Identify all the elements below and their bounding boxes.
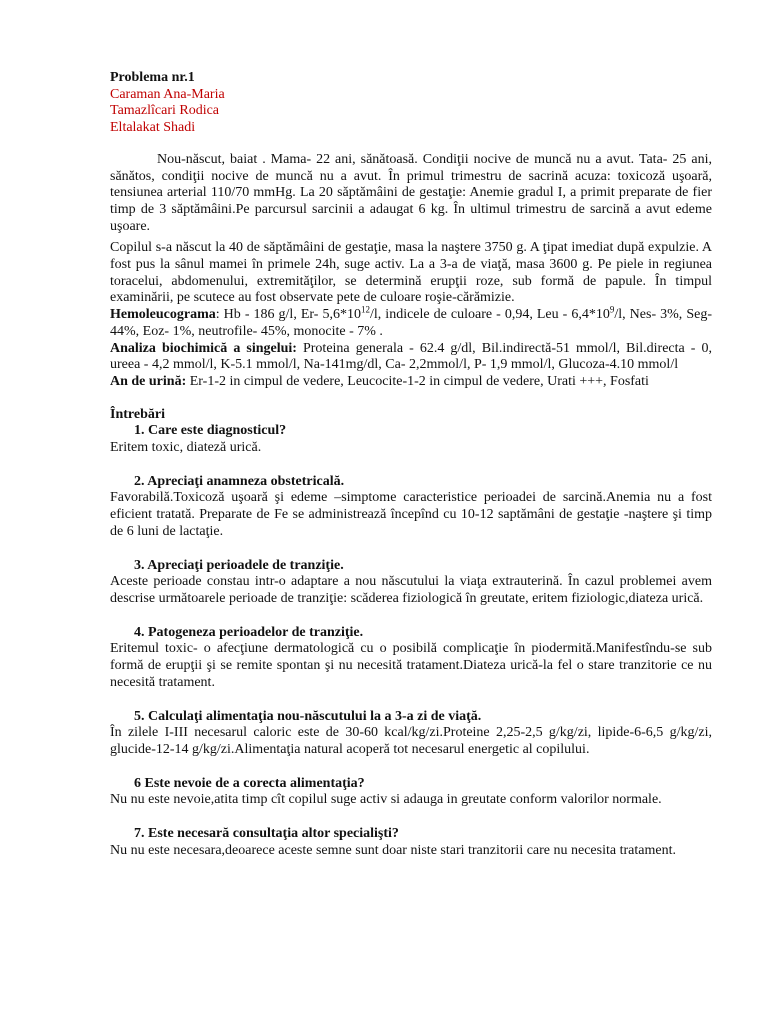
biochemistry-paragraph — [110, 341, 712, 374]
question-title: 5. Calculaţi alimentaţia nou-născutului la a 3-a zi de viaţă. — [134, 708, 482, 724]
hemoleucogram-text: /l, indicele de culoare - 0,94, Leu - 6,4*10 — [370, 307, 610, 323]
document-page — [110, 70, 712, 859]
question-title: 3. Apreciaţi perioadele de tranziţie. — [134, 557, 344, 573]
question-answer: Nu nu este nevoie,atita timp cît copilul suge activ si adauga in greutate conform valorilor normale. — [110, 792, 662, 808]
author-name: Eltalakat Shadi — [110, 120, 196, 136]
biochemistry-text: Proteina generala - 62.4 g/dl, Bil.indirectă-51 mmol/l, Bil.directa - 0, ureea - 4,2 mmol/l, K-5.1 mmol/l, Na-141mg/dl, Ca- 2,2mmol/l, P- 1,9 mmol/l, Glucoza-4.10 mmol/l — [110, 340, 712, 373]
question-title: 6 Este nevoie de a corecta alimentaţia? — [134, 775, 365, 791]
author-name: Tamazlîcari Rodica — [110, 103, 220, 119]
question-answer: Eritem toxic, diateză urică. — [110, 440, 262, 456]
author-name: Caraman Ana-Maria — [110, 86, 225, 102]
question-title: 1. Care este diagnosticul? — [134, 423, 287, 439]
hemoleucogram-text: : Hb - 186 g/l, Er- 5,6*10 — [215, 307, 361, 323]
question-title: 7. Este necesară consultaţia altor specialişti? — [134, 826, 399, 842]
biochemistry-label: Analiza biochimică a singelui: — [110, 340, 297, 356]
case-birth-paragraph: Copilul s-a născut la 40 de săptămâini de gestaţie, masa la naştere 3750 g. A ţipat imediat după expulzie. A fost pus la sânul mamei în primele 24h, suge activ. La a 3-a de viaţă, masa 3600 g. Pe piele in regiunea toracelui, abdomenului, extremităţilor, se determină erupţii roze, sub formă de papule. În timpul examinării, pe scutece au fost observate pete de culoare roşie-cărămizie. — [110, 240, 712, 306]
question-answer: Aceste perioade constau intr-o adaptare a nou născutului la viaţa extrauterină. În cazul problemei avem descrise următoarele perioade de tranziţie: scăderea fiziologică în greutate, eritem fiziologic,diateza urică. — [110, 574, 712, 606]
case-intro-paragraph: Nou-născut, baiat . Mama- 22 ani, sănătoasă. Condiţii nocive de muncă nu a avut. Tata- 25 ani, sănătos, condiţii nocive de muncă nu a avut. În primul trimestru de sacrină acuza: toxicoză uşoară, tensiunea arterial 110/70 mmHg. La 20 săptămâini de gestaţie: Anemie gradul I, a primit preparate de fier timp de 3 săptămâini.Pe parcursul sarcinii a adaugat 6 kg. În ultimul trimestru de sarcină a avut edeme uşoare. — [110, 151, 712, 234]
question-answer: În zilele I-III necesarul caloric este de 30-60 kcal/kg/zi.Proteine 2,25-2,5 g/kg/zi, lipide-6-6,5 g/kg/zi, glucide-12-14 g/kg/zi.Alimentaţia natural acoperă tot necesarul energetic al copilului. — [110, 725, 712, 757]
urine-paragraph — [110, 374, 712, 391]
question-title: 2. Apreciaţi anamneza obstetricală. — [134, 473, 345, 489]
hemoleucogram-label: Hemoleucograma — [110, 307, 216, 323]
question-answer: Favorabilă.Toxicoză uşoară şi edeme –simptome caracteristice perioadei de sarcină.Anemia nu a fost eficient tratată. Preparate de Fe se administrează începînd cu 10-12 saptămâni de gestaţie -naştere şi timp de 6 luni de lactaţie. — [110, 490, 712, 539]
urine-text: Er-1-2 in cimpul de vedere, Leucocite-1-2 in cimpul de vedere, Urati +++, Fosfati — [186, 373, 649, 389]
problem-title: Problema nr.1 — [110, 70, 195, 85]
exponent: 12 — [361, 304, 370, 315]
question-answer: Nu nu este necesara,deoarece aceste semne sunt doar niste stari tranzitorii care nu necesita tratament. — [110, 842, 676, 858]
urine-label: An de urină: — [110, 373, 187, 389]
questions-heading: Întrebări — [110, 406, 165, 422]
hemoleucogram-paragraph — [110, 304, 712, 340]
question-title: 4. Patogeneza perioadelor de tranziţie. — [134, 624, 364, 640]
exponent: 9 — [609, 304, 615, 315]
question-answer: Eritemul toxic- o afecţiune dermatologică cu o posibilă complicaţie în piodermită.Manifestîndu-se sub formă de erupţii şi se remite spontan şi nu necesită tratament.Diateza urică-la fel o stare tranzitorie ce nu necesită tratament. — [110, 641, 712, 690]
hemoleucogram-text: /l, Nes- 3%, Seg- 44%, Eoz- 1%, neutrofile- 45%, monocite - 7% . — [110, 307, 712, 339]
